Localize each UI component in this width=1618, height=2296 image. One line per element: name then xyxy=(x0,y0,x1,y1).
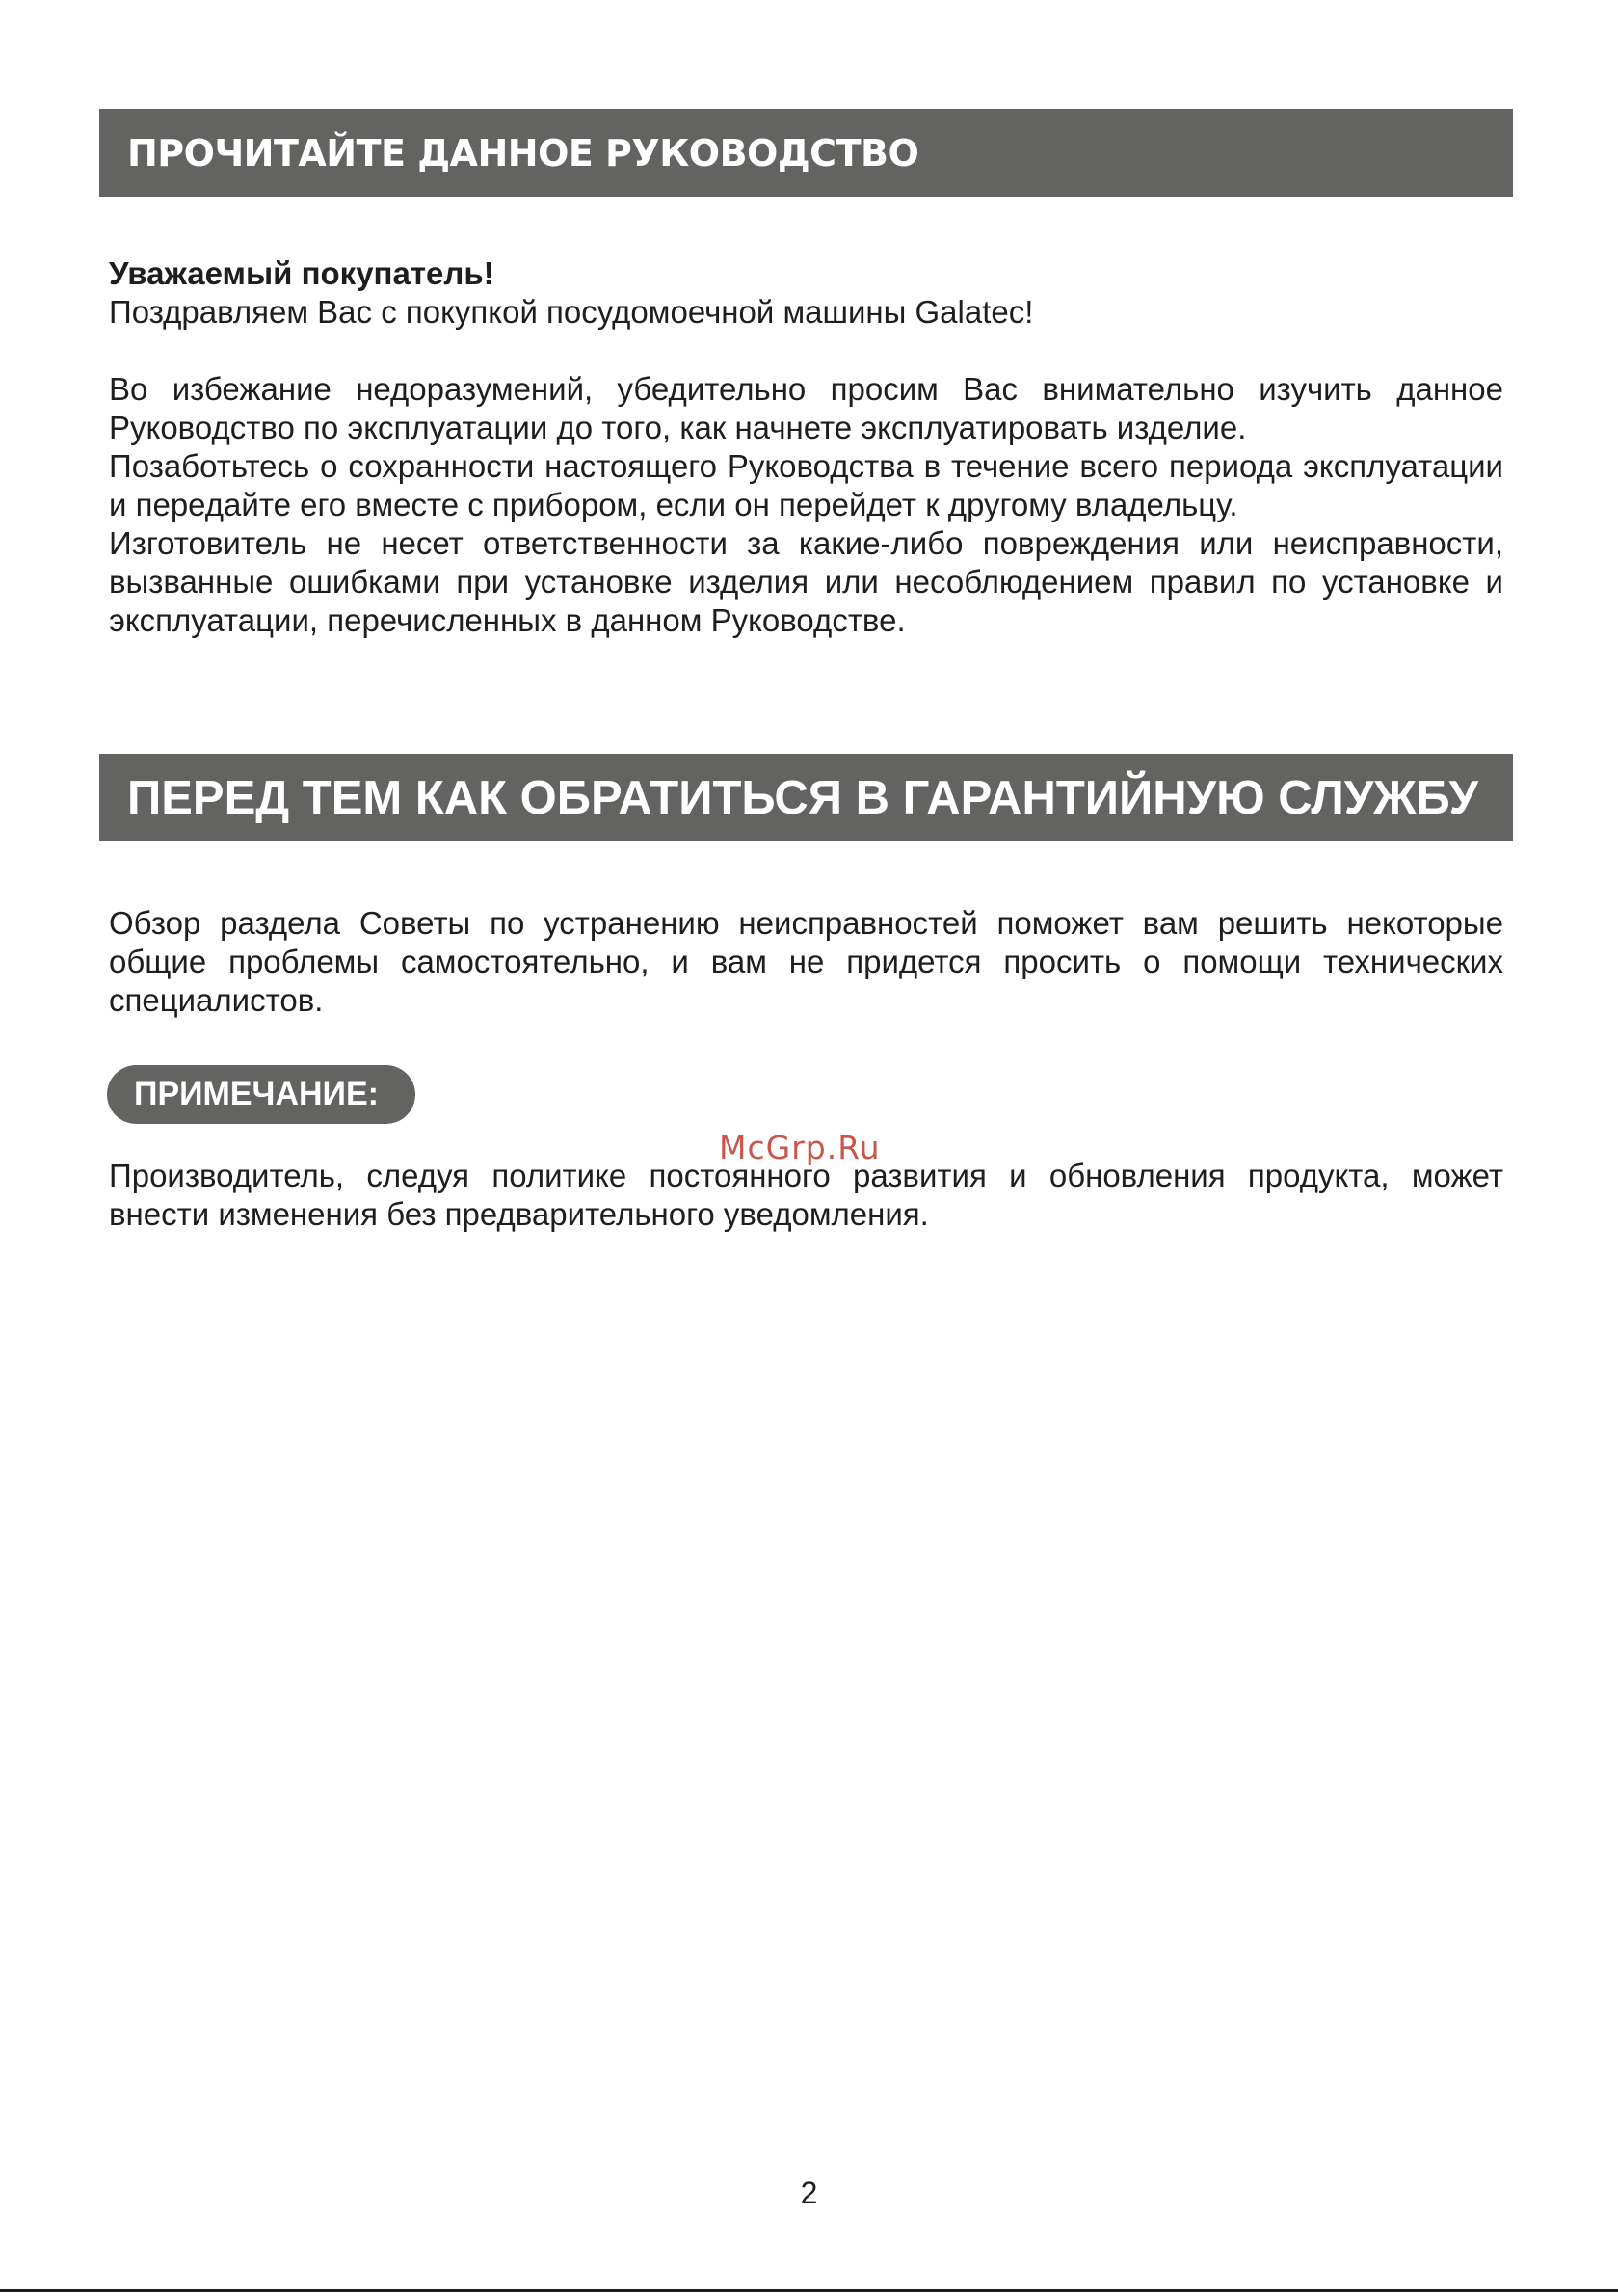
paragraph-keep-manual: Позаботьтесь о сохранности настоящего Руководства в течение всего периода эксплуатации и передайте его вместе с прибором, если он перейдет к другому владельцу. xyxy=(109,448,1503,522)
paragraph-spacer xyxy=(109,332,1503,370)
greeting: Уважаемый покупатель! xyxy=(109,255,494,291)
bottom-divider xyxy=(0,2289,1618,2292)
paragraph-study-manual: Во избежание недоразумений, убедительно просим Вас внимательно изучить данное Руководство по эксплуатации до того, как начнете эксплуатировать изделие. xyxy=(109,371,1503,445)
section-heading-text: ПРОЧИТАЙТЕ ДАННОЕ РУКОВОДСТВО xyxy=(127,131,919,174)
paragraph-troubleshooting: Обзор раздела Советы по устранению неисправностей поможет вам решить некоторые общие проблемы самостоятельно, и вам не придется просить о помощи технических специалистов. xyxy=(109,905,1503,1018)
paragraph-liability: Изготовитель не несет ответственности за какие-либо повреждения или неисправности, вызванные ошибками при установке изделия или несоблюдением правил по установке и эксплуатации, перечисленных в данном Руководстве. xyxy=(109,525,1503,638)
intro-text-block xyxy=(109,254,1503,640)
note-label: ПРИМЕЧАНИЕ: xyxy=(134,1076,379,1112)
section-heading-warranty xyxy=(99,754,1513,841)
congratulations-line: Поздравляем Вас с покупкой посудомоечной машины Galatec! xyxy=(109,294,1034,330)
watermark: McGrp.Ru xyxy=(719,1129,881,1166)
note-text-block xyxy=(109,1157,1503,1234)
note-badge xyxy=(107,1065,415,1124)
section-heading-text: ПЕРЕД ТЕМ КАК ОБРАТИТЬСЯ В ГАРАНТИЙНУЮ СЛУЖБУ xyxy=(127,771,1479,824)
page-number: 2 xyxy=(800,2176,818,2210)
warranty-text-block xyxy=(109,904,1503,1020)
note-text: Производитель, следуя политике постоянного развития и обновления продукта, может внести изменения без предварительного уведомления. xyxy=(109,1158,1503,1232)
section-heading-read-manual xyxy=(99,109,1513,197)
